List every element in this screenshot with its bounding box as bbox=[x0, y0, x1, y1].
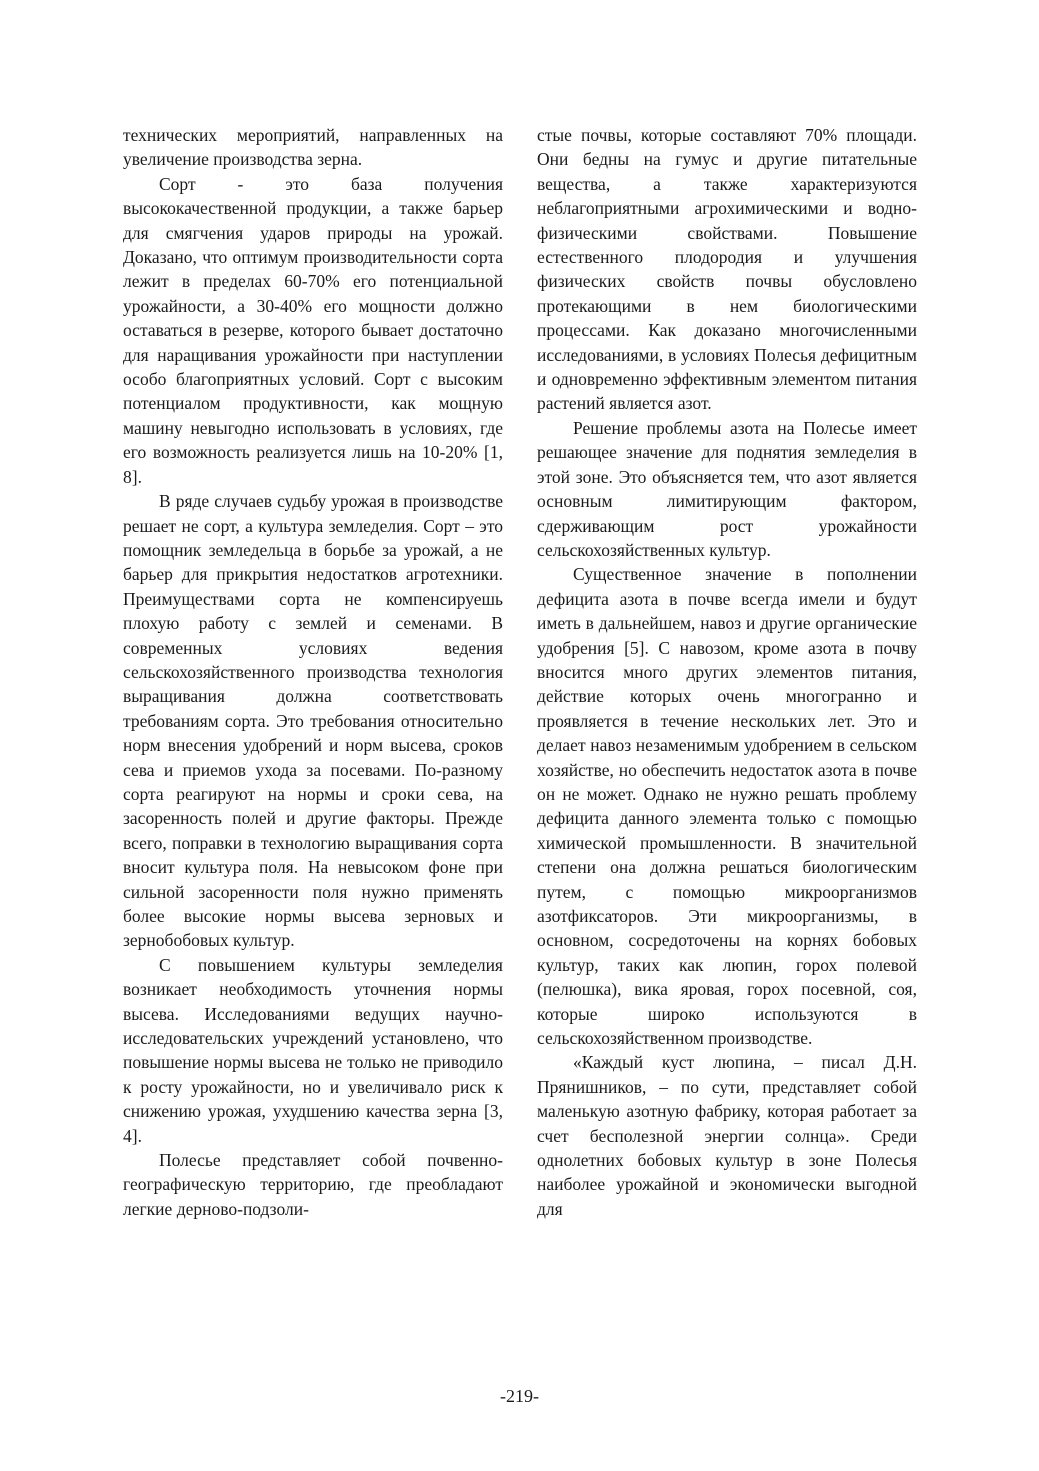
left-column bbox=[123, 123, 503, 1221]
paragraph: «Каждый куст люпина, – писал Д.Н. Прянишников, – по сути, представляет собой маленькую азотную фабрику, которая работает за счет бесполезной энергии солнца». Среди однолетних бобовых культур в зоне Полесья наиболее урожайной и экономически выгодной для bbox=[537, 1052, 917, 1219]
paragraph-continuation: технических мероприятий, направленных на увеличение производства зерна. bbox=[123, 125, 503, 170]
paragraph: В ряде случаев судьбу урожая в производстве решает не сорт, а культура земледелия. Сорт – это помощник земледельца в борьбе за урожай, а не барьер для прикрытия недостатков агротехники. Преимуществами сорта не компенсируешь плохую работу с землей и семенами. В современных условиях ведения сельскохозяйственного производства технология выращивания должна соответствовать требованиям сорта. Это требования относительно норм внесения удобрений и норм высева, сроков сева и приемов ухода за посевами. По-разному сорта реагируют на нормы и сроки сева, на засоренность полей и другие факторы. Прежде всего, поправки в технологию выращивания сорта вносит культура поля. На невысоком фоне при сильной засоренности поля нужно применять более высокие нормы высева зерновых и зернобобовых культур. bbox=[123, 491, 503, 951]
paragraph: Решение проблемы азота на Полесье имеет решающее значение для поднятия земледелия в этой зоне. Это объясняется тем, что азот является основным лимитирующим фактором, сдерживающим рост урожайности сельскохозяйственных культур. bbox=[537, 417, 917, 560]
right-column bbox=[537, 123, 917, 1221]
paragraph-continuation: стые почвы, которые составляют 70% площади. Они бедны на гумус и другие питательные вещества, а также характеризуются неблагоприятными агрохимическими и водно-физическими свойствами. Повышение естественного плодородия и улучшения физических свойств почвы обусловлено протекающими в нем биологическими процессами. Как доказано многочисленными исследованиями, в условиях Полесья дефицитным и одновременно эффективным элементом питания растений является азот. bbox=[537, 125, 917, 414]
paragraph: С повышением культуры земледелия возникает необходимость уточнения нормы высева. Исследованиями ведущих научно-исследовательских учреждений установлено, что повышение нормы высева не только не приводило к росту урожайности, но и увеличивало риск к снижению урожая, ухудшению качества зерна [3, 4]. bbox=[123, 954, 503, 1146]
paragraph: Сорт - это база получения высококачественной продукции, а также барьер для смягчения ударов природы на урожай. Доказано, что оптимум производительности сорта лежит в пределах 60-70% его потенциальной урожайности, а 30-40% его мощности должно оставаться в резерве, которого бывает достаточно для наращивания урожайности при наступлении особо благоприятных условий. Сорт с высоким потенциалом продуктивности, как мощную машину невыгодно использовать в условиях, где его возможность реализуется лишь на 10-20% [1, 8]. bbox=[123, 173, 503, 487]
paragraph: Существенное значение в пополнении дефицита азота в почве всегда имели и будут иметь в дальнейшем, навоз и другие органические удобрения [5]. С навозом, кроме азота в почву вносится много других элементов питания, действие которых очень многогранно и проявляется в течение нескольких лет. Это и делает навоз незаменимым удобрением в сельском хозяйстве, но обеспечить недостаток азота в почве он не может. Однако не нужно решать проблему дефицита данного элемента только с помощью химической промышленности. В значительной степени она должна решаться биологическим путем, с помощью микроорганизмов азотфиксаторов. Эти микроорганизмы, в основном, сосредоточены на корнях бобовых культур, таких как люпин, горох полевой (пелюшка), вика яровая, горох посевной, соя, которые широко используются в сельскохозяйственном производстве. bbox=[537, 564, 917, 1049]
page-number: -219- bbox=[500, 1386, 539, 1406]
paragraph: Полесье представляет собой почвенно-географическую территорию, где преобладают легкие дерново-подзоли- bbox=[123, 1150, 503, 1219]
